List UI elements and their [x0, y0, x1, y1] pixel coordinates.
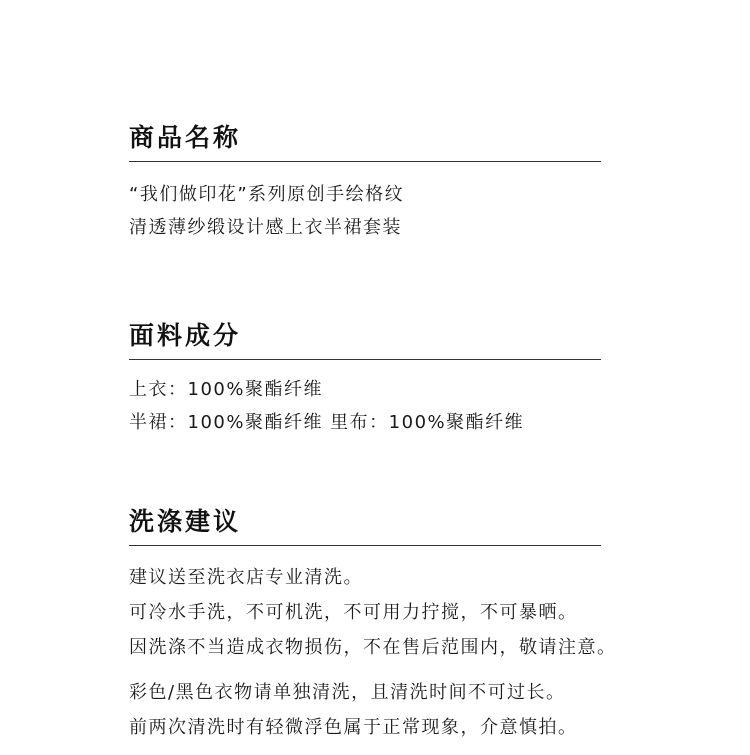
fabric-section [129, 319, 601, 439]
spacer [129, 665, 601, 675]
fabric-top-line: 上衣：100%聚酯纤维 [129, 379, 323, 400]
fabric-skirt-line: 半裙：100%聚酯纤维 里布：100%聚酯纤维 [129, 412, 525, 433]
washing-section [129, 505, 617, 745]
divider-line [129, 359, 601, 360]
fabric-heading: 面料成分 [129, 321, 242, 350]
washing-body [129, 560, 617, 745]
product-name-line-1: “我们做印花”系列原创手绘格纹 [129, 184, 405, 205]
washing-heading: 洗涤建议 [129, 507, 242, 536]
washing-line-1: 建议送至洗衣店专业清洗。 [129, 567, 363, 588]
washing-line-2: 可冷水手洗，不可机洗，不可用力拧搅，不可暴晒。 [129, 602, 578, 623]
product-name-body [129, 178, 601, 244]
divider-line [129, 545, 601, 546]
washing-line-3: 因洗涤不当造成衣物损伤，不在售后范围内，敬请注意。 [129, 637, 617, 658]
product-name-heading: 商品名称 [129, 123, 242, 152]
fabric-body [129, 373, 601, 439]
product-name-line-2: 清透薄纱缎设计感上衣半裙套装 [129, 217, 402, 238]
washing-line-4: 彩色/黑色衣物请单独清洗，且清洗时间不可过长。 [129, 682, 566, 703]
divider-line [129, 161, 601, 162]
washing-line-5: 前两次清洗时有轻微浮色属于正常现象，介意慎拍。 [129, 717, 578, 738]
product-name-section [129, 121, 601, 244]
